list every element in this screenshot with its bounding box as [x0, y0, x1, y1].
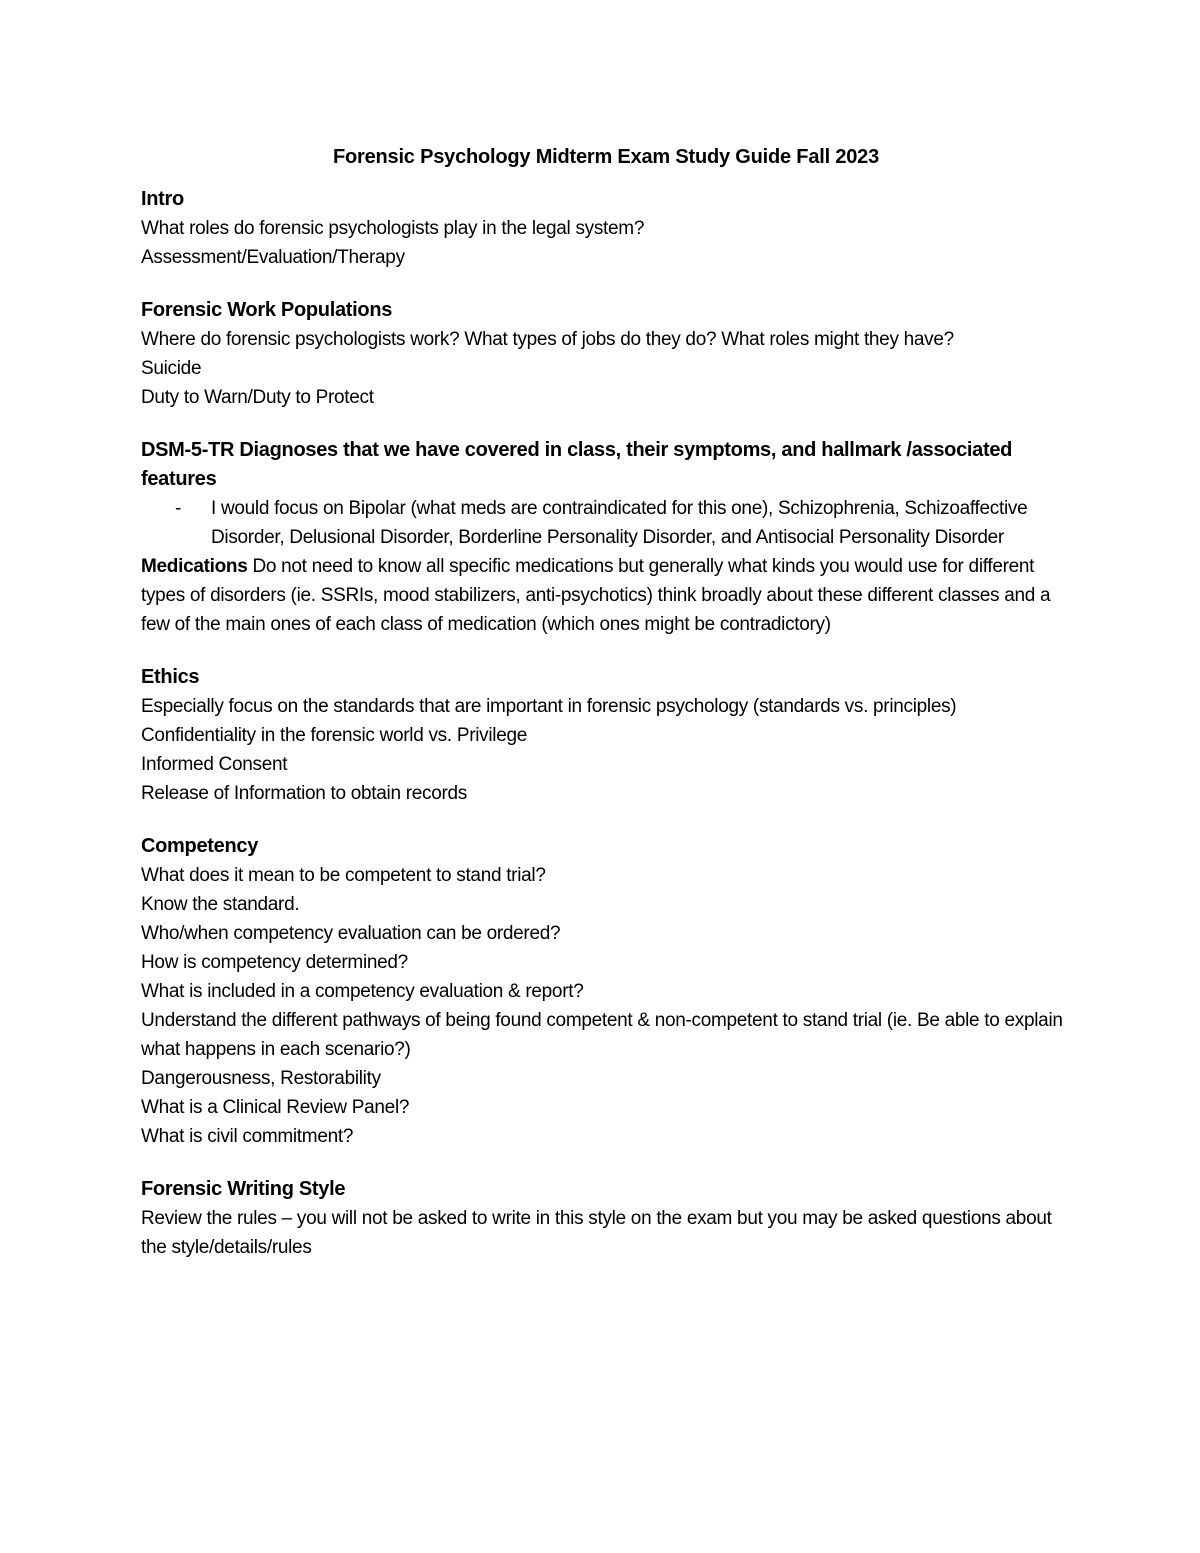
populations-line: Suicide — [141, 358, 202, 379]
section-dsm — [141, 436, 1071, 552]
section-heading-medications: Medications — [141, 556, 248, 577]
competency-line: What is a Clinical Review Panel? — [141, 1097, 410, 1118]
section-competency — [141, 832, 1071, 1151]
bullet-dash: - — [175, 498, 182, 519]
ethics-line: Especially focus on the standards that are important in forensic psychology (standards vs. principles) — [141, 696, 957, 717]
section-intro — [141, 185, 1071, 272]
medications-paragraph — [141, 552, 1071, 639]
competency-line: Who/when competency evaluation can be ordered? — [141, 923, 561, 944]
intro-line: Assessment/Evaluation/Therapy — [141, 247, 405, 268]
competency-line: What is civil commitment? — [141, 1126, 354, 1147]
dsm-bullet-item — [141, 494, 1071, 552]
ethics-line: Informed Consent — [141, 754, 288, 775]
writing-style-line: Review the rules – you will not be asked to write in this style on the exam but you may be asked questions about the style/details/rules — [141, 1208, 1052, 1258]
section-heading-populations: Forensic Work Populations — [141, 299, 393, 321]
competency-line: How is competency determined? — [141, 952, 408, 973]
populations-line: Where do forensic psychologists work? What types of jobs do they do? What roles might they have? — [141, 329, 954, 350]
section-heading-intro: Intro — [141, 188, 184, 210]
section-populations — [141, 296, 1071, 412]
section-heading-competency: Competency — [141, 835, 259, 857]
section-medications — [141, 552, 1071, 639]
document-title: Forensic Psychology Midterm Exam Study Guide Fall 2023 — [332, 146, 880, 168]
dsm-bullet-list — [141, 494, 1071, 552]
competency-line: Know the standard. — [141, 894, 300, 915]
section-heading-ethics: Ethics — [141, 666, 200, 688]
document-page — [141, 143, 1071, 1262]
ethics-line: Confidentiality in the forensic world vs. Privilege — [141, 725, 527, 746]
competency-line: What is included in a competency evaluation & report? — [141, 981, 584, 1002]
ethics-line: Release of Information to obtain records — [141, 783, 467, 804]
populations-line: Duty to Warn/Duty to Protect — [141, 387, 374, 408]
section-heading-writing-style: Forensic Writing Style — [141, 1178, 346, 1200]
intro-line: What roles do forensic psychologists play in the legal system? — [141, 218, 645, 239]
competency-line: Dangerousness, Restorability — [141, 1068, 381, 1089]
dsm-bullet-text: I would focus on Bipolar (what meds are contraindicated for this one), Schizophrenia, Schizoaffective Disorder, Delusional Disorder, Borderline Personality Disorder, and Antisocial Personality Disorder — [211, 498, 1028, 548]
medications-text: Do not need to know all specific medications but generally what kinds you would use for different types of disorders (ie. SSRIs, mood stabilizers, anti-psychotics) think broadly about these different classes and a few of the main ones of each class of medication (which ones might be contradictory) — [141, 556, 1051, 635]
competency-line: What does it mean to be competent to stand trial? — [141, 865, 546, 886]
section-ethics — [141, 663, 1071, 808]
competency-line: Understand the different pathways of being found competent & non-competent to stand trial (ie. Be able to explain what happens in each scenario?) — [141, 1010, 1063, 1060]
section-writing-style — [141, 1175, 1071, 1262]
section-heading-dsm: DSM-5-TR Diagnoses that we have covered in class, their symptoms, and hallmark /associated features — [141, 439, 1013, 490]
